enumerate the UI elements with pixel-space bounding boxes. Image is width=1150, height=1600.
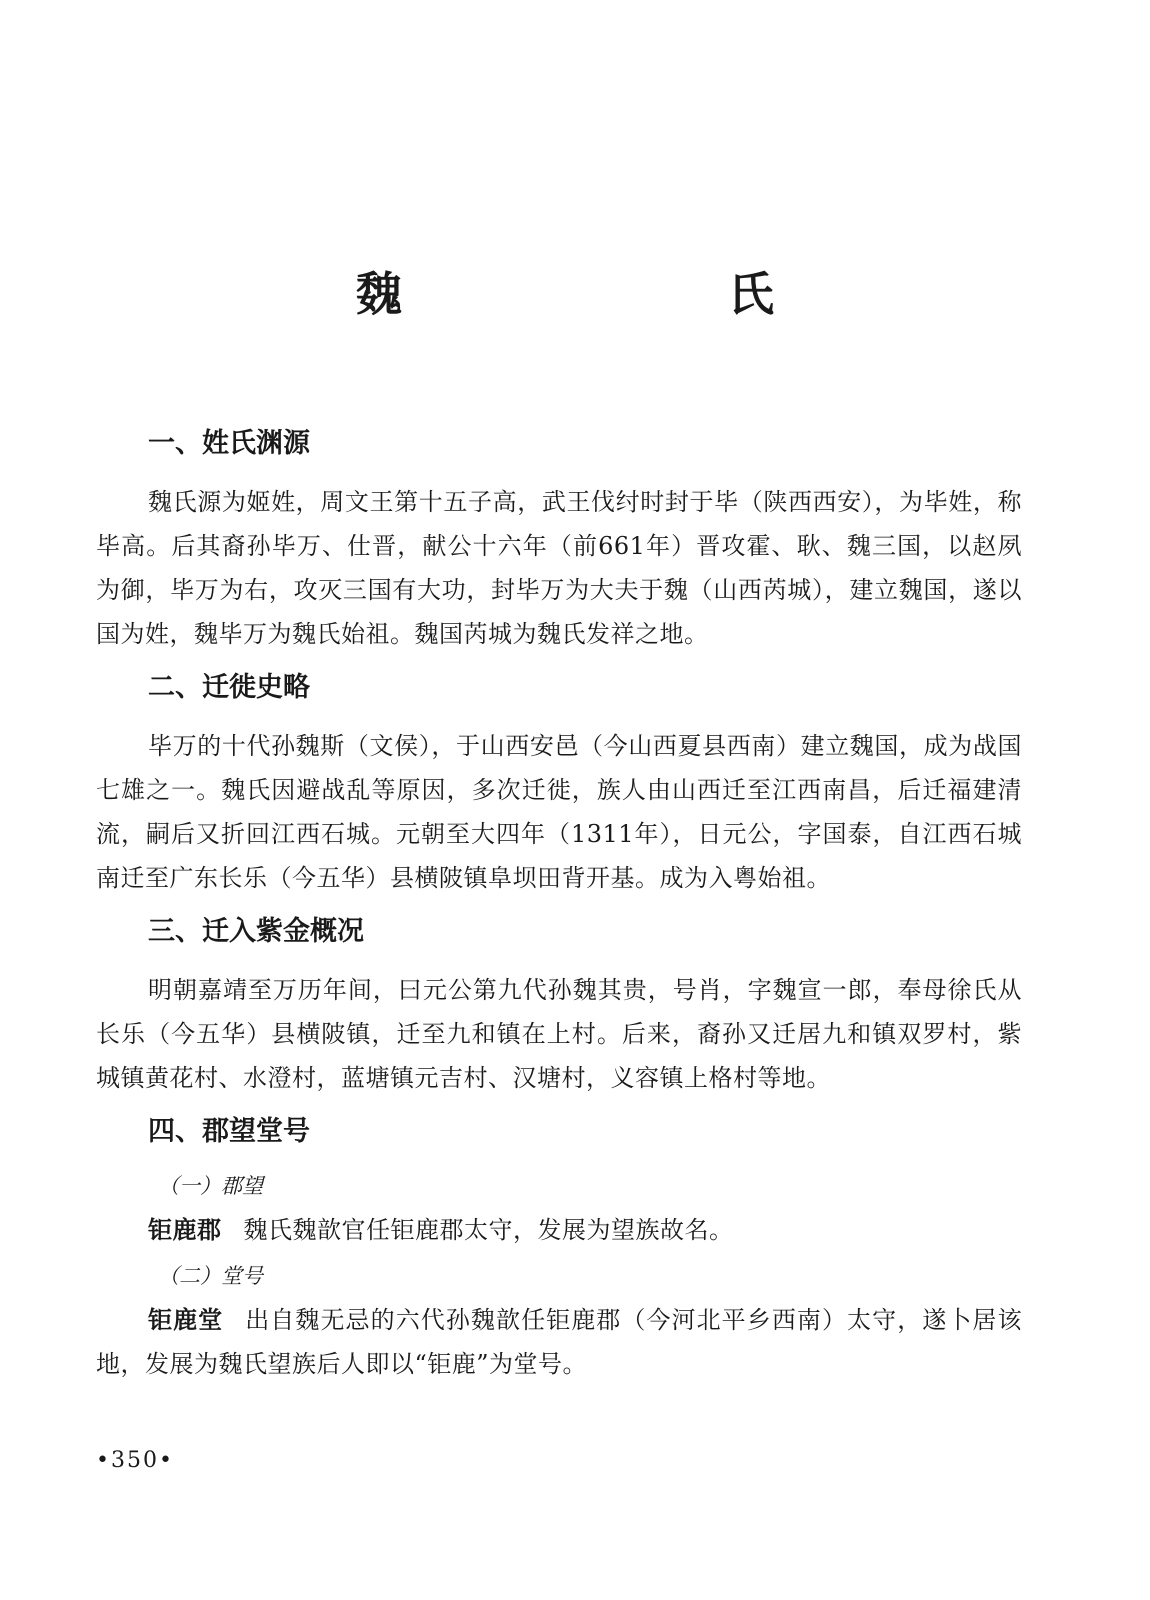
section-origin bbox=[96, 424, 1022, 656]
subsection-heading: （一）郡望 bbox=[158, 1174, 263, 1198]
section-heading: 三、迁入紫金概况 bbox=[148, 916, 364, 947]
main-content bbox=[96, 424, 1022, 1392]
entry-text: 魏氏魏歆官任钜鹿郡太守，发展为望族故名。 bbox=[243, 1216, 734, 1244]
section-heading: 二、迁徙史略 bbox=[148, 672, 310, 703]
paragraph: 明朝嘉靖至万历年间，曰元公第九代孙魏其贵，号肖，字魏宣一郎，奉母徐氏从长乐（今五华）县横陂镇，迁至九和镇在上村。后来，裔孙又迁居九和镇双罗村，紫城镇黄花村、水澄村，蓝塘镇元吉村、汉塘村，义容镇上格村等地。 bbox=[96, 976, 1022, 1092]
paragraph: 毕万的十代孙魏斯（文侯），于山西安邑（今山西夏县西南）建立魏国，成为战国七雄之一。魏氏因避战乱等原因，多次迁徙，族人由山西迁至江西南昌，后迁福建清流，嗣后又折回江西石城。元朝至大四年（1311年），日元公，字国泰，自江西石城南迁至广东长乐（今五华）县横陂镇阜坝田背开基。成为入粤始祖。 bbox=[96, 732, 1022, 892]
section-heading: 一、姓氏渊源 bbox=[148, 428, 310, 459]
entry-term: 钜鹿郡 bbox=[148, 1216, 222, 1244]
section-heading: 四、郡望堂号 bbox=[148, 1116, 310, 1147]
entry bbox=[96, 1298, 1022, 1386]
entry bbox=[96, 1208, 1022, 1252]
entry-term: 钜鹿堂 bbox=[148, 1306, 224, 1334]
page-title: 魏 氏 bbox=[356, 267, 852, 321]
entry-text: 出自魏无忌的六代孙魏歆任钜鹿郡（今河北平乡西南）太守，遂卜居该地，发展为魏氏望族后人即以“钜鹿”为堂号。 bbox=[96, 1306, 1023, 1378]
section-hall-names bbox=[96, 1112, 1022, 1386]
section-migration bbox=[96, 668, 1022, 900]
section-zijin bbox=[96, 912, 1022, 1100]
page-number: •350• bbox=[96, 1448, 174, 1473]
paragraph: 魏氏源为姬姓，周文王第十五子高，武王伐纣时封于毕（陕西西安），为毕姓，称毕高。后其裔孙毕万、仕晋，献公十六年（前661年）晋攻霍、耿、魏三国，以赵夙为御，毕万为右，攻灭三国有大功，封毕万为大夫于魏（山西芮城），建立魏国，遂以国为姓，魏毕万为魏氏始祖。魏国芮城为魏氏发祥之地。 bbox=[96, 488, 1022, 648]
subsection-heading: （二）堂号 bbox=[158, 1264, 263, 1288]
